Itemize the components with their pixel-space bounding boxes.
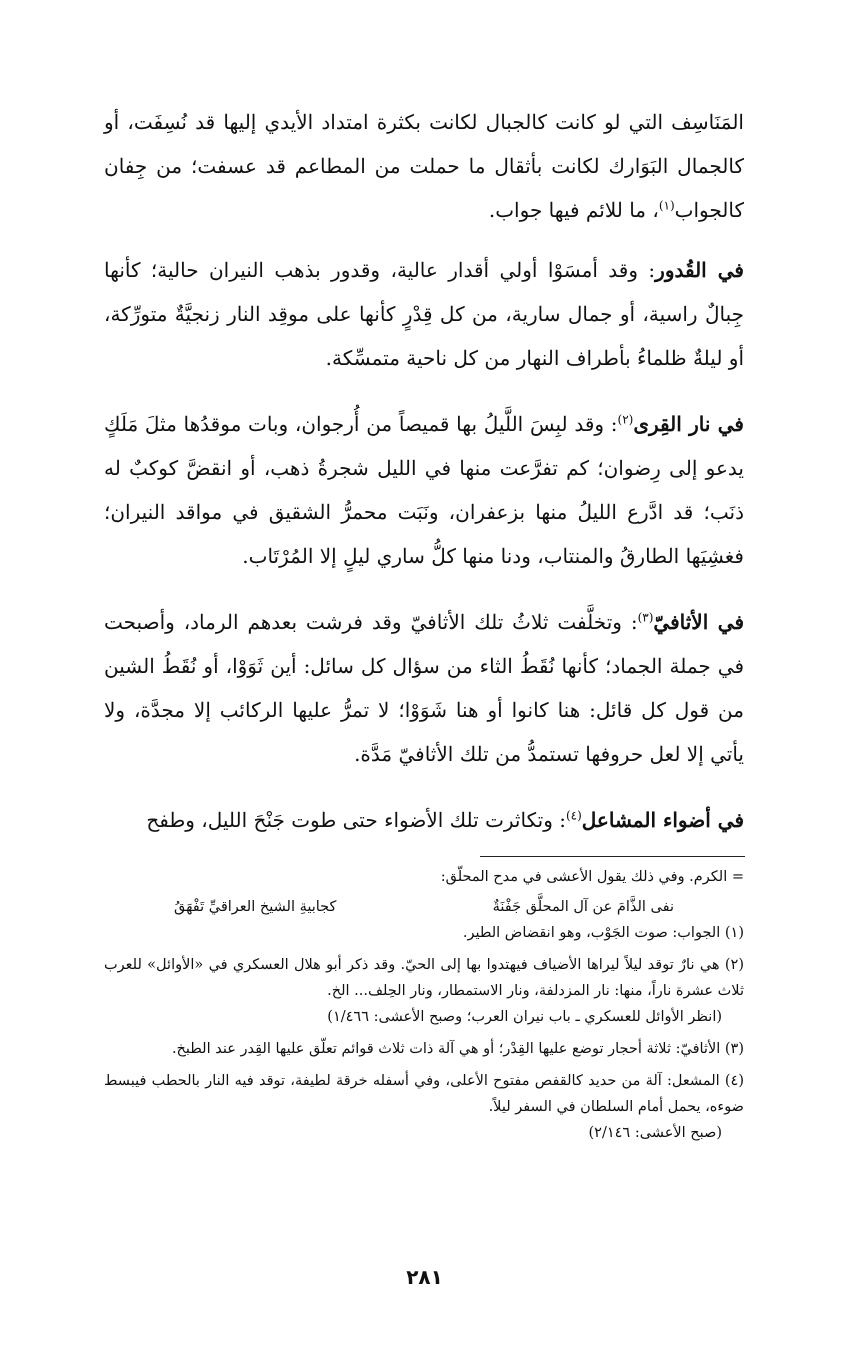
paragraph-athafi-text: : وتخلَّفت ثلاثُ تلك الأثافيّ وقد فرشت بعدهم الرماد، وأصبحت في جملة الجماد؛ كأنها نُقَطُ الثاء من سؤال كل سائل: أين ثَوَوْا، أو نُقَطُ الشين من قول كل قائل: هنا كانوا أو هنا شَوَوْا؛ لا تمرُّ عليها الركائب إلا مجدَّة، ولا يأتي إلا لعل حروفها تستمدُّ من تلك الأثافيّ مَدَّة.	[104, 610, 744, 766]
page-number: ٢٨١	[406, 1265, 443, 1289]
heading-qudur: في القُدور	[655, 258, 744, 282]
footnote-2: (٢) هي نارٌ توقد ليلاً ليراها الأضياف فيهتدوا بها إلى الحيّ. وقد ذكر أبو هلال العسكري في «الأوائل» للعرب ثلاث عشرة ناراً، منها: نار المزدلفة، ونار الاستمطار، ونار الحِلف... الخ.	[104, 957, 744, 999]
footnote-4-reference: (صبح الأعشى: ٢/١٤٦)	[588, 1125, 722, 1141]
paragraph-mashael	[104, 798, 744, 842]
footnote-ref-2[interactable]: (٢)	[617, 412, 634, 427]
footnote-4: (٤) المشعل: آلة من حديد كالقفص مفتوح الأعلى، وفي أسفله خرقة لطيفة، توقد فيه النار بالحطب فيبسط ضوءه، يحمل أمام السلطان في السفر ليلاً.	[104, 1073, 744, 1115]
footnote-divider	[480, 856, 745, 857]
footnote-ref-3[interactable]: (٣)	[637, 610, 654, 625]
footnote-1: (١) الجواب: صوت الجَوْب، وهو انقضاض الطير.	[462, 925, 744, 941]
poetry-verse	[174, 894, 674, 920]
paragraph-1	[104, 100, 744, 232]
footnote-3: (٣) الأثافيّ: ثلاثة أحجار توضع عليها القِدْر؛ أو هي آلة ذات ثلاث قوائم تعلّق عليها القِدر عند الطبخ.	[171, 1041, 744, 1057]
heading-nar-alqira: في نار القِرى	[633, 412, 744, 436]
paragraph-nar-alqira-text: : وقد لبِسَ اللَّيلُ بها قميصاً من أُرجوان، وبات موقدُها مثلَ مَلَكٍ يدعو إلى رِضوان؛ كم تفرَّعت منها في الليل شجرةُ ذهب، أو انقضَّ كوكبٌ له ذنَب؛ قد ادَّرع الليلُ منها بزعفران، ونَبَت محمرُّ الشقيق في مواقد النيران؛ فغشِيَها الطارقُ والمنتاب، ودنا منها كلُّ ساري ليلٍ إلا المُرْتَاب.	[104, 412, 744, 568]
main-text	[104, 100, 744, 864]
verse-first-hemistich: نفى الذَّامَ عن آل المحلَّق جَفْنَةٌ	[492, 899, 674, 915]
footnotes	[104, 864, 744, 1146]
verse-second-hemistich: كجابيةِ الشيخ العراقيِّ تَفْهَقُ	[174, 899, 337, 915]
paragraph-mashael-text: : وتكاثرت تلك الأضواء حتى طوت جَنْحَ الليل، وطفح	[146, 808, 566, 832]
footnote-continuation: = الكرم. وفي ذلك يقول الأعشى في مدح المحلّق:	[440, 869, 744, 885]
paragraph-1-text: المَنَاسِف التي لو كانت كالجبال لكانت بكثرة امتداد الأيدي إليها قد نُسِفَت، أو كالجمال البَوَارك لكانت بأثقال ما حملت من المطاعم قد عسفت؛ من جِفان كالجواب	[104, 110, 744, 222]
footnote-ref-4[interactable]: (٤)	[565, 808, 582, 823]
paragraph-athafi	[104, 600, 744, 776]
heading-athafi: في الأثافيّ	[653, 610, 745, 634]
paragraph-qudur-text: : وقد أمسَوْا أولي أقدار عالية، وقدور بذهب النيران حالية؛ كأنها جِبالٌ راسية، أو جمال سارية، من كل قِدْرٍ كأنها على موقِد النار زنجيَّةٌ متورِّكة، أو ليلةٌ ظلماءُ بأطراف النهار من كل ناحية متمسِّكة.	[104, 258, 744, 370]
footnote-2-reference: (انظر الأوائل للعسكري ـ باب نيران العرب؛ وصبح الأعشى: ١/٤٦٦)	[327, 1009, 722, 1025]
heading-mashael: في أضواء المشاعل	[581, 808, 744, 832]
paragraph-qudur	[104, 248, 744, 380]
paragraph-1-end: ، ما للائم فيها جواب.	[488, 198, 659, 222]
paragraph-nar-alqira	[104, 402, 744, 578]
footnote-ref-1[interactable]: (١)	[658, 198, 675, 213]
